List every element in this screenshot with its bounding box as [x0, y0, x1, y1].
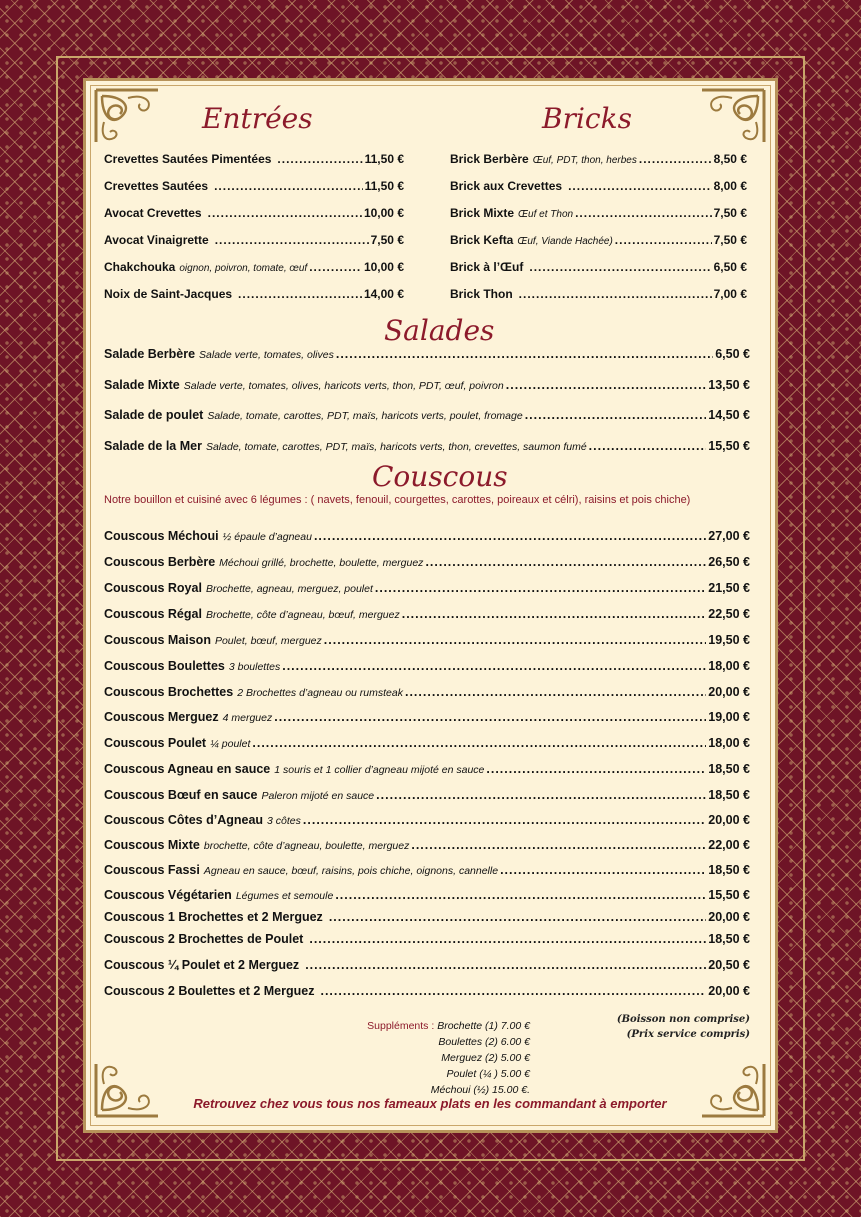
menu-item: Couscous Brochettes 2 Brochettes d’agneau ou rumsteak ..... 20,00 €	[104, 685, 750, 703]
supplement-item: Brochette (1) 7.00 €	[437, 1020, 530, 1032]
supplements-list	[340, 1018, 530, 1098]
menu-item: Couscous Côtes d’Agneau 3 côtes ..... 20,00 €	[104, 813, 750, 831]
menu-item: Salade Mixte Salade verte, tomates, olives, haricots verts, thon, PDT, œuf, poivron ..... 13,50 €	[104, 378, 750, 396]
menu-item: Avocat Crevettes ..... 10,00 €	[104, 206, 404, 224]
menu-item: Couscous Royal Brochette, agneau, merguez, poulet ..... 21,50 €	[104, 581, 750, 599]
ornament-corner-icon	[92, 86, 162, 146]
section-title-entrees: Entrées	[202, 102, 313, 135]
supplement-item: Boulettes (2) 6.00 €	[438, 1036, 530, 1048]
menu-item: Couscous Poulet ¼ poulet ..... 18,00 €	[104, 736, 750, 754]
menu-item: Couscous Régal Brochette, côte d’agneau, bœuf, merguez ..... 22,50 €	[104, 607, 750, 625]
menu-item: Couscous ¼ Poulet et 2 Merguez ..... 20,50 €	[104, 958, 750, 976]
menu-item: Brick Mixte Œuf et Thon ..... 7,50 €	[450, 206, 747, 224]
menu-item: Salade Berbère Salade verte, tomates, olives ..... 6,50 €	[104, 347, 750, 365]
section-title-salades: Salades	[384, 314, 495, 347]
menu-item: Avocat Vinaigrette ..... 7,50 €	[104, 233, 404, 251]
supplement-item: Poulet (¼ ) 5.00 €	[446, 1068, 530, 1080]
menu-item: Brick aux Crevettes ..... 8,00 €	[450, 179, 747, 197]
section-title-couscous: Couscous	[372, 460, 508, 493]
menu-item: Couscous Bœuf en sauce Paleron mijoté en sauce ..... 18,50 €	[104, 788, 750, 806]
menu-item: Brick Thon ..... 7,00 €	[450, 287, 747, 305]
section-title-bricks: Bricks	[542, 102, 632, 135]
menu-item: Couscous Végétarien Légumes et semoule ..... 15,50 €	[104, 888, 750, 906]
menu-item: Couscous Boulettes 3 boulettes ..... 18,00 €	[104, 659, 750, 677]
supplement-item: Méchoui (½) 15.00 €.	[430, 1084, 530, 1096]
ornament-corner-icon	[698, 1060, 768, 1120]
menu-item: Brick Kefta Œuf, Viande Hachée) ..... 7,50 €	[450, 233, 747, 251]
menu-item: Couscous 2 Brochettes de Poulet ..... 18,50 €	[104, 932, 750, 950]
menu-item: Couscous Merguez 4 merguez ..... 19,00 €	[104, 710, 750, 728]
menu-item: Couscous Berbère Méchoui grillé, brochette, boulette, merguez ..... 26,50 €	[104, 555, 750, 573]
menu-item: Couscous Fassi Agneau en sauce, bœuf, raisins, pois chiche, oignons, cannelle ..... 18,50 €	[104, 863, 750, 881]
supplements-label: Suppléments :	[367, 1020, 435, 1032]
menu-item: Chakchouka oignon, poivron, tomate, œuf ..... 10,00 €	[104, 260, 404, 278]
menu-item: Couscous 2 Boulettes et 2 Merguez ..... 20,00 €	[104, 984, 750, 1002]
couscous-intro: Notre bouillon et cuisiné avec 6 légumes : ( navets, fenouil, courgettes, carottes, poireaux et célri), raisins et pois chiche)	[104, 494, 691, 506]
menu-item: Crevettes Sautées Pimentées ..... 11,50 €	[104, 152, 404, 170]
takeaway-footer: Retrouvez chez vous tous nos fameaux plats en les commandant à emporter	[193, 1096, 667, 1111]
menu-item: Salade de la Mer Salade, tomate, carottes, PDT, maïs, haricots verts, thon, crevettes, saumon fumé ..... 15,50 €	[104, 439, 750, 457]
ornament-corner-icon	[92, 1060, 162, 1120]
menu-item: Salade de poulet Salade, tomate, carottes, PDT, maïs, haricots verts, poulet, fromage ..... 14,50 €	[104, 408, 750, 426]
ornament-corner-icon	[698, 86, 768, 146]
menu-item: Couscous Agneau en sauce 1 souris et 1 collier d’agneau mijoté en sauce ..... 18,50 €	[104, 762, 750, 780]
note-service: (Prix service compris)	[626, 1029, 750, 1040]
menu-item: Brick Berbère Œuf, PDT, thon, herbes ..... 8,50 €	[450, 152, 747, 170]
menu-item: Crevettes Sautées ..... 11,50 €	[104, 179, 404, 197]
supplement-item: Merguez (2) 5.00 €	[441, 1052, 530, 1064]
menu-item: Noix de Saint-Jacques ..... 14,00 €	[104, 287, 404, 305]
menu-item: Couscous Méchoui ½ épaule d’agneau ..... 27,00 €	[104, 529, 750, 547]
menu-item: Couscous Maison Poulet, bœuf, merguez ..... 19,50 €	[104, 633, 750, 651]
menu-item: Brick à l’Œuf ..... 6,50 €	[450, 260, 747, 278]
menu-item: Couscous 1 Brochettes et 2 Merguez ..... 20,00 €	[104, 910, 750, 928]
menu-item: Couscous Mixte brochette, côte d’agneau, boulette, merguez ..... 22,00 €	[104, 838, 750, 856]
price-notes	[598, 1012, 750, 1042]
note-drinks: (Boisson non comprise)	[616, 1014, 750, 1025]
